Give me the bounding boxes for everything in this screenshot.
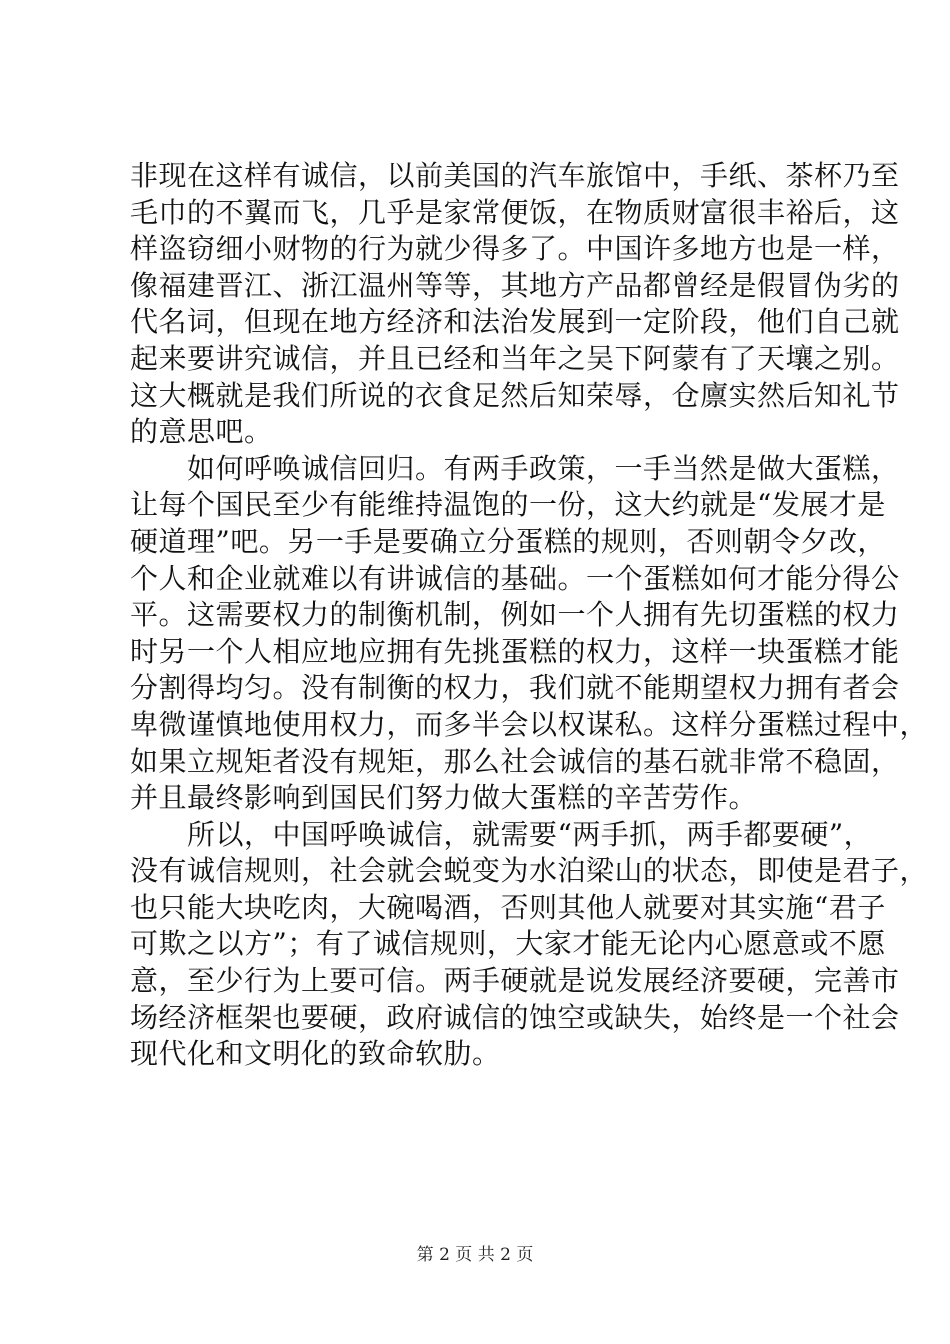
- text-line: 像福建晋江、浙江温州等等，其地方产品都曾经是假冒伪劣的: [130, 268, 900, 302]
- text-line: 并且最终影响到国民们努力做大蛋糕的辛苦劳作。: [130, 781, 758, 815]
- text-line: 意，至少行为上要可信。两手硬就是说发展经济要硬，完善市: [130, 964, 900, 998]
- text-line: 让每个国民至少有能维持温饱的一份，这大约就是“发展才是: [130, 488, 886, 522]
- text-line: 时另一个人相应地应拥有先挑蛋糕的权力，这样一块蛋糕才能: [130, 634, 900, 668]
- text-line: 个人和企业就难以有讲诚信的基础。一个蛋糕如何才能分得公: [130, 561, 900, 595]
- text-line: 起来要讲究诚信，并且已经和当年之吴下阿蒙有了天壤之别。: [130, 341, 900, 375]
- text-line: 如果立规矩者没有规矩，那么社会诚信的基石就非常不稳固，: [130, 744, 900, 778]
- text-line: 这大概就是我们所说的衣食足然后知荣辱，仓廪实然后知礼节: [130, 378, 900, 412]
- text-line: 所以，中国呼唤诚信，就需要“两手抓，两手都要硬”，: [130, 817, 873, 851]
- text-line: 场经济框架也要硬，政府诚信的蚀空或缺失，始终是一个社会: [130, 1000, 900, 1034]
- text-line: 毛巾的不翼而飞，几乎是家常便饭，在物质财富很丰裕后，这: [130, 195, 900, 229]
- page-number-footer: 第 2 页 共 2 页: [416, 1245, 534, 1265]
- text-line: 如何呼唤诚信回归。有两手政策，一手当然是做大蛋糕，: [130, 451, 900, 485]
- body-text: [130, 158, 929, 1073]
- text-line: 没有诚信规则，社会就会蜕变为水泊梁山的状态，即使是君子，: [130, 854, 929, 888]
- text-line: 的意思吧。: [130, 415, 273, 449]
- text-line: 代名词，但现在地方经济和法治发展到一定阶段，他们自己就: [130, 305, 900, 339]
- text-line: 可欺之以方”；有了诚信规则，大家才能无论内心愿意或不愿: [130, 927, 886, 961]
- text-line: 卑微谨慎地使用权力，而多半会以权谋私。这样分蛋糕过程中，: [130, 707, 929, 741]
- text-line: 硬道理”吧。另一手是要确立分蛋糕的规则，否则朝令夕改，: [130, 524, 886, 558]
- text-line: 也只能大块吃肉，大碗喝酒，否则其他人就要对其实施“君子: [130, 890, 886, 924]
- text-line: 现代化和文明化的致命软肋。: [130, 1037, 501, 1071]
- text-line: 样盗窃细小财物的行为就少得多了。中国许多地方也是一样，: [130, 232, 900, 266]
- text-line: 分割得均匀。没有制衡的权力，我们就不能期望权力拥有者会: [130, 671, 900, 705]
- text-line: 平。这需要权力的制衡机制，例如一个人拥有先切蛋糕的权力: [130, 598, 900, 632]
- text-line: 非现在这样有诚信，以前美国的汽车旅馆中，手纸、茶杯乃至: [130, 159, 900, 192]
